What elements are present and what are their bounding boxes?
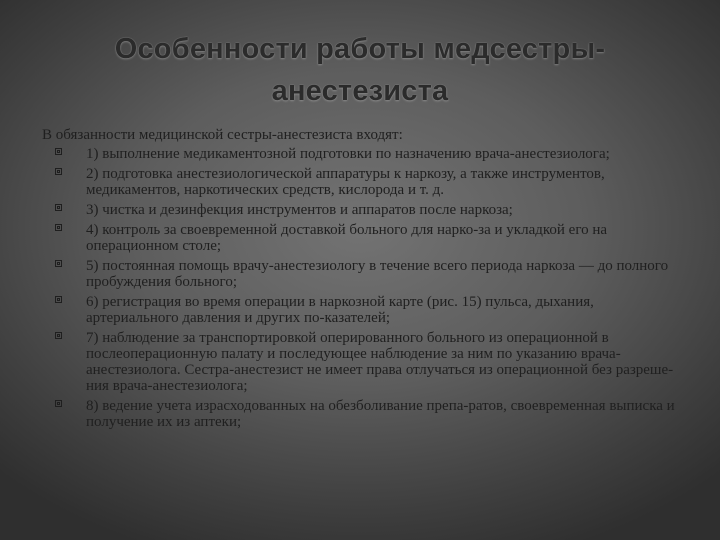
- duties-list: [42, 146, 682, 430]
- square-bullet-icon: [55, 224, 62, 231]
- slide-title: [30, 28, 690, 112]
- square-bullet-icon: [55, 204, 62, 211]
- square-bullet-icon: [55, 296, 62, 303]
- list-item-text: 6) регистрация во время операции в наркозной карте (рис. 15) пульса, дыхания, артериального давления и других по-казателей;: [86, 294, 594, 326]
- slide-title-line-2: анестезиста: [271, 75, 449, 107]
- list-item: [42, 330, 682, 394]
- list-item-text: 3) чистка и дезинфекция инструментов и аппаратов после наркоза;: [86, 202, 513, 218]
- list-item: [42, 166, 682, 198]
- list-item-text: 8) ведение учета израсходованных на обезболивание препа-ратов, своевременная выписка и получение их из аптеки;: [86, 398, 675, 430]
- list-item-text: 5) постоянная помощь врачу-анестезиологу в течение всего периода наркоза — до полного пробуждения больного;: [86, 258, 669, 290]
- list-item: [42, 258, 682, 290]
- list-item: [42, 202, 682, 218]
- list-item: [42, 222, 682, 254]
- square-bullet-icon: [55, 148, 62, 155]
- square-bullet-icon: [55, 168, 62, 175]
- list-item: [42, 294, 682, 326]
- square-bullet-icon: [55, 260, 62, 267]
- list-item-text: 7) наблюдение за транспортировкой оперированного больного из операционной в послеоперационную палату и последующее наблюдение за ним по указанию врача-анестезиолога. Сестра-анестезист не имеет права отлучаться из операционной без разреше-ния врача-анестезиолога;: [86, 330, 674, 394]
- square-bullet-icon: [55, 400, 62, 407]
- list-item-text: 2) подготовка анестезиологической аппаратуры к наркозу, а также инструментов, медикаментов, наркотических средств, кислорода и т. д.: [86, 166, 605, 198]
- slide-title-line-1: Особенности работы медсестры-: [114, 33, 606, 65]
- list-item: [42, 398, 682, 430]
- list-item-text: 1) выполнение медикаментозной подготовки по назначению врача-анестезиолога;: [86, 146, 610, 162]
- list-item: [42, 146, 682, 162]
- list-item-text: 4) контроль за своевременной доставкой больного для нарко-за и укладкой его на операционном столе;: [86, 222, 608, 254]
- square-bullet-icon: [55, 332, 62, 339]
- intro-text: В обязанности медицинской сестры-анестезиста входят:: [42, 127, 403, 143]
- slide-body: [42, 127, 682, 434]
